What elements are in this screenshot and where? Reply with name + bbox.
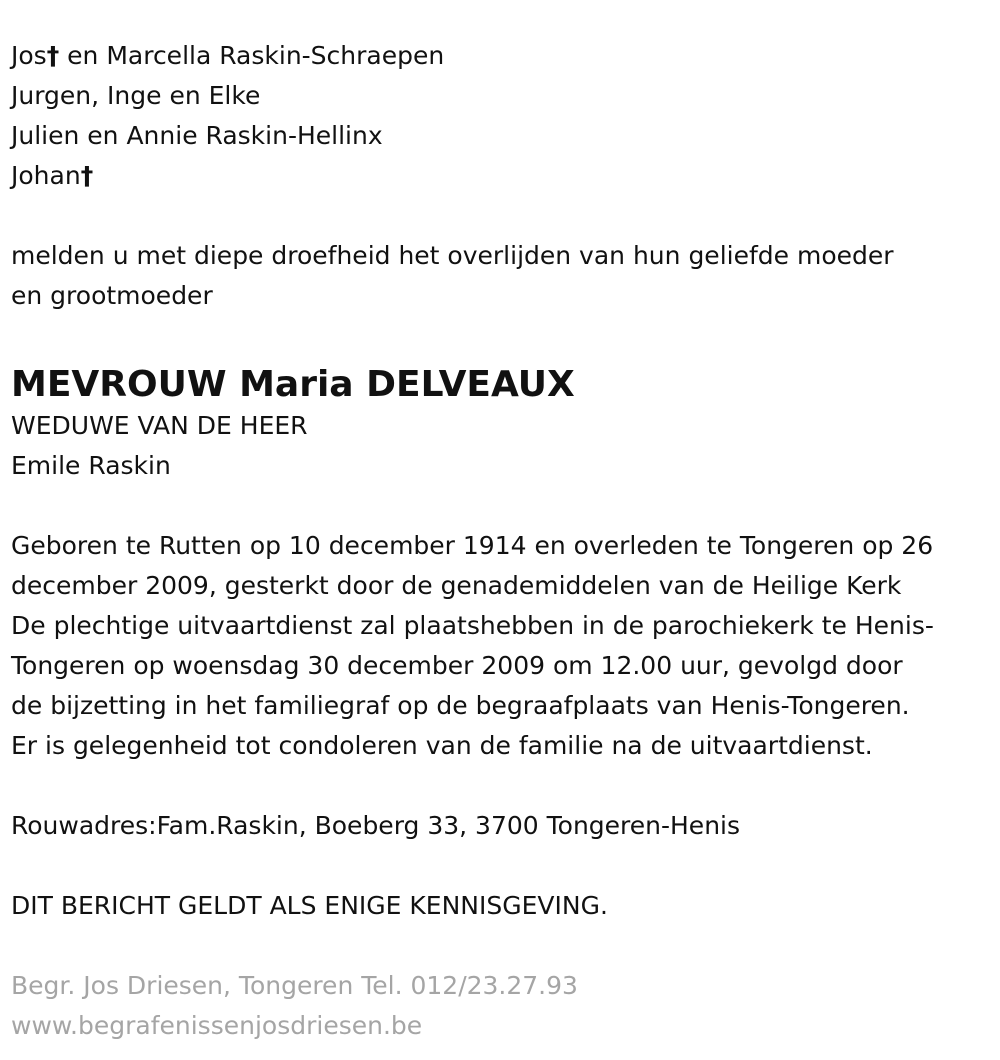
family-line-jurgen: Jurgen, Inge en Elke [11, 81, 261, 110]
details-line: december 2009, gesterkt door de genademiddelen van de Heilige Kerk [11, 571, 902, 600]
family-line-julien: Julien en Annie Raskin-Hellinx [11, 121, 383, 150]
details-line: Er is gelegenheid tot condoleren van de familie na de uitvaartdienst. [11, 731, 873, 760]
announcement-line: melden u met diepe droefheid het overlijden van hun geliefde moeder [11, 241, 894, 270]
details-line: Tongeren op woensdag 30 december 2009 om 12.00 uur, gevolgd door [11, 651, 903, 680]
announcement [11, 236, 996, 316]
undertaker-contact: Begr. Jos Driesen, Tongeren Tel. 012/23.27.93 [11, 971, 578, 1000]
undertaker-website: www.begrafenissenjosdriesen.be [11, 1011, 423, 1040]
cross-icon: † [80, 161, 94, 190]
spacer [11, 846, 996, 886]
deceased-spouse: Emile Raskin [11, 451, 171, 480]
mourning-address: Rouwadres:Fam.Raskin, Boeberg 33, 3700 Tongeren-Henis [11, 811, 741, 840]
spacer [11, 766, 996, 806]
footer [11, 966, 996, 1046]
spacer [11, 316, 996, 356]
cross-icon: † [46, 41, 60, 70]
details [11, 526, 996, 766]
deceased-title: WEDUWE VAN DE HEER [11, 411, 308, 440]
details-line: de bijzetting in het familiegraf op de begraafplaats van Henis-Tongeren. [11, 691, 910, 720]
announcement-line: en grootmoeder [11, 281, 213, 310]
deceased-name: MEVROUW Maria DELVEAUX [11, 364, 575, 405]
spacer [11, 486, 996, 526]
spacer [11, 926, 996, 966]
spacer [11, 196, 996, 236]
family-line-jos: Jos† en Marcella Raskin-Schraepen [11, 41, 445, 70]
obituary-notice [11, 36, 996, 1046]
family-line-johan: Johan† [11, 161, 94, 190]
family-list [11, 36, 996, 196]
details-line: De plechtige uitvaartdienst zal plaatshebben in de parochiekerk te Henis- [11, 611, 934, 640]
notice-statement: DIT BERICHT GELDT ALS ENIGE KENNISGEVING. [11, 891, 608, 920]
details-line: Geboren te Rutten op 10 december 1914 en overleden te Tongeren op 26 [11, 531, 934, 560]
